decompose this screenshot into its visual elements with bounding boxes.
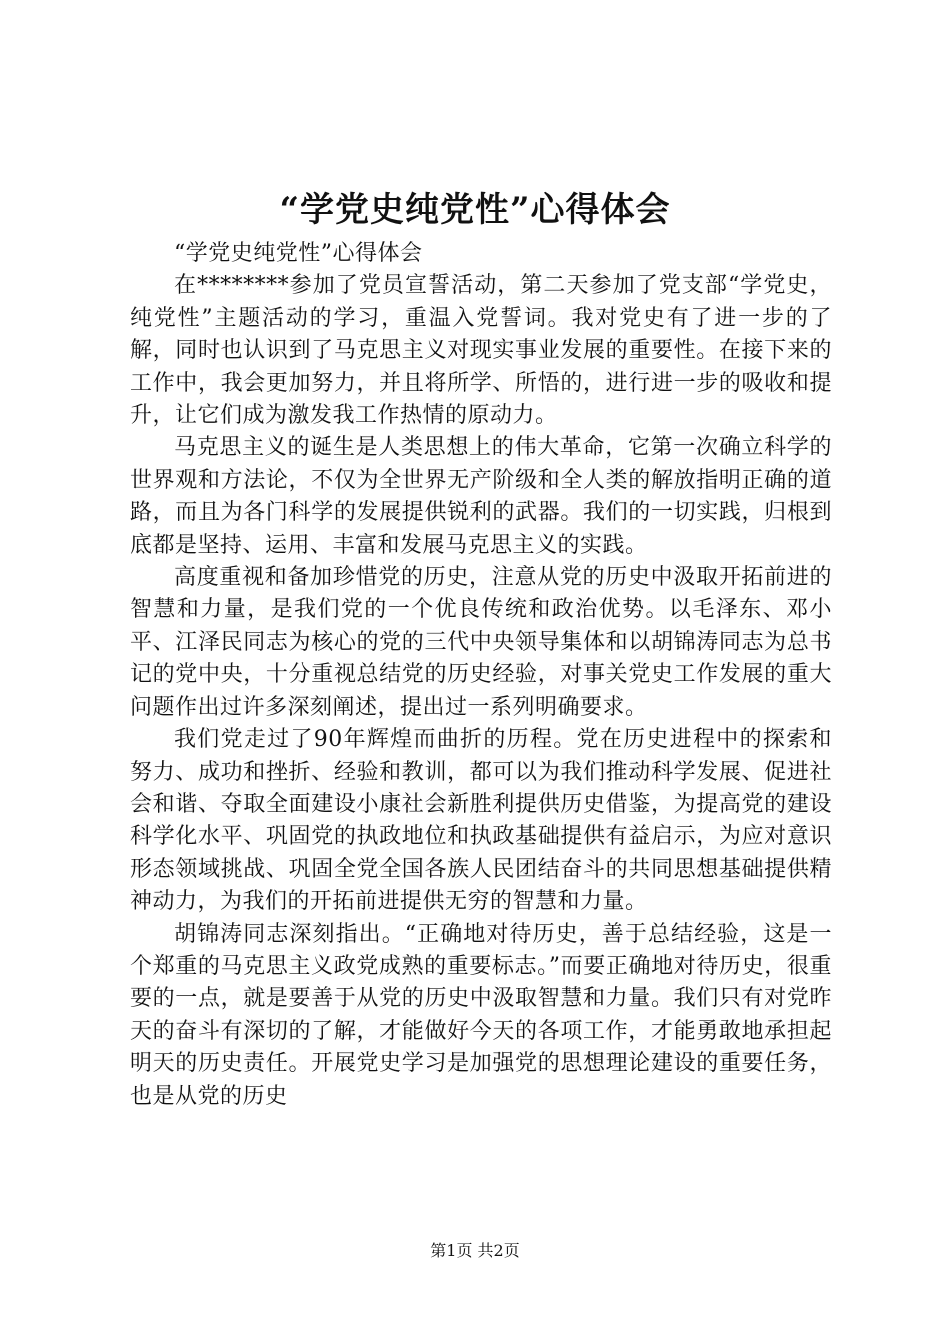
- paragraph: 马克思主义的诞生是人类思想上的伟大革命，它第一次确立科学的世界观和方法论，不仅为全世界无产阶级和全人类的解放指明正确的道路，而且为各门科学的发展提供锐利的武器。我们的一切实践，归根到底都是坚持、运用、丰富和发展马克思主义的实践。: [130, 435, 832, 558]
- paragraph: 高度重视和备加珍惜党的历史，注意从党的历史中汲取开拓前进的智慧和力量，是我们党的一个优良传统和政治优势。以毛泽东、邓小平、江泽民同志为核心的党的三代中央领导集体和以胡锦涛同志为总书记的党中央，十分重视总结党的历史经验，对事关党史工作发展的重大问题作出过许多深刻阐述，提出过一系列明确要求。: [130, 565, 832, 720]
- paragraph: 我们党走过了90年辉煌而曲折的历程。党在历史进程中的探索和努力、成功和挫折、经验和教训，都可以为我们推动科学发展、促进社会和谐、夺取全面建设小康社会新胜利提供历史借鉴，为提高党的建设科学化水平、巩固党的执政地位和执政基础提供有益启示，为应对意识形态领域挑战、巩固全党全国各族人民团结奋斗的共同思想基础提供精神动力，为我们的开拓前进提供无穷的智慧和力量。: [130, 727, 832, 915]
- subtitle-paragraph: “学党史纯党性”心得体会: [174, 241, 423, 266]
- document-title: “学党史纯党性”心得体会: [279, 190, 671, 230]
- document-body: [130, 238, 832, 1113]
- paragraph: 在********参加了党员宣誓活动，第二天参加了党支部“学党史，纯党性”主题活动的学习，重温入党誓词。我对党史有了进一步的了解，同时也认识到了马克思主义对现实事业发展的重要性。在接下来的工作中，我会更加努力，并且将所学、所悟的，进行进一步的吸收和提升，让它们成为激发我工作热情的原动力。: [130, 273, 832, 429]
- page-footer: 第1页 共2页: [430, 1241, 520, 1260]
- paragraph: 胡锦涛同志深刻指出。“正确地对待历史，善于总结经验，这是一个郑重的马克思主义政党成熟的重要标志。”而要正确地对待历史，很重要的一点，就是要善于从党的历史中汲取智慧和力量。我们只有对党昨天的奋斗有深切的了解，才能做好今天的各项工作，才能勇敢地承担起明天的历史责任。开展党史学习是加强党的思想理论建设的重要任务，也是从党的历史: [130, 921, 832, 1109]
